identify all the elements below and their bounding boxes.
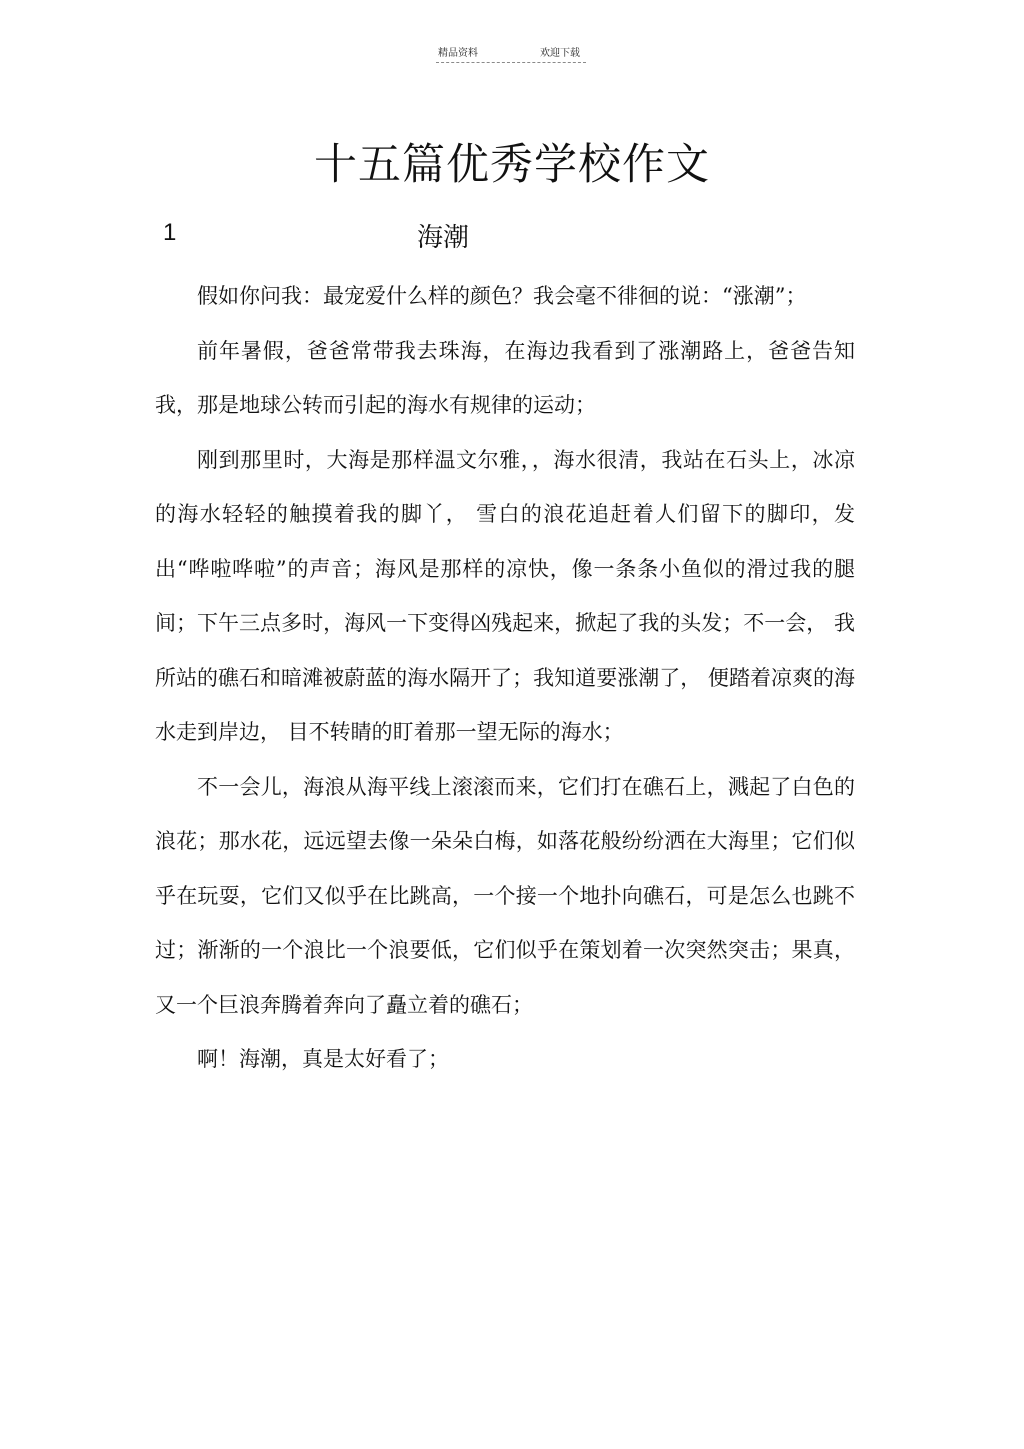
essay-body: [155, 269, 855, 1087]
section-number: 1: [163, 219, 177, 246]
paragraph: 啊！海潮，真是太好看了；: [197, 1047, 449, 1071]
header-right-text: 欢迎下载: [540, 48, 580, 59]
paragraph: 假如你问我：最宠爱什么样的颜色？我会毫不徘徊的说：“涨潮”；: [197, 284, 807, 308]
paragraph: 前年暑假，爸爸常带我去珠海，在海边我看到了涨潮路上，爸爸告知我，那是地球公转而引起的海水有规律的运动；: [155, 338, 855, 417]
page-header: [436, 40, 586, 63]
section-title: 海潮: [417, 223, 470, 253]
document-title: 十五篇优秀学校作文: [314, 140, 710, 190]
paragraph: 刚到那里时，大海是那样温文尔雅，，海水很清，我站在石头上，冰凉的海水轻轻的触摸着我的脚丫， 雪白的浪花追赶着人们留下的脚印，发出“哗啦哗啦”的声音；海风是那样的凉快，像一条条小鱼似的滑过我的腿间；下午三点多时，海风一下变得凶残起来，掀起了我的头发；不一会， 我所站的礁石和暗滩被蔚蓝的海水隔开了；我知道要涨潮了， 便踏着凉爽的海水走到岸边， 目不转睛的盯着那一望无际的海水；: [155, 447, 855, 744]
paragraph: 不一会儿，海浪从海平线上滚滚而来，它们打在礁石上，溅起了白色的浪花；那水花，远远望去像一朵朵白梅，如落花般纷纷洒在大海里；它们似乎在玩耍，它们又似乎在比跳高，一个接一个地扑向礁石，可是怎么也跳不过；渐渐的一个浪比一个浪要低，它们似乎在策划着一次突然突击；果真，又一个巨浪奔腾着奔向了矗立着的礁石；: [155, 774, 855, 1017]
header-left-text: 精品资料: [438, 48, 478, 59]
